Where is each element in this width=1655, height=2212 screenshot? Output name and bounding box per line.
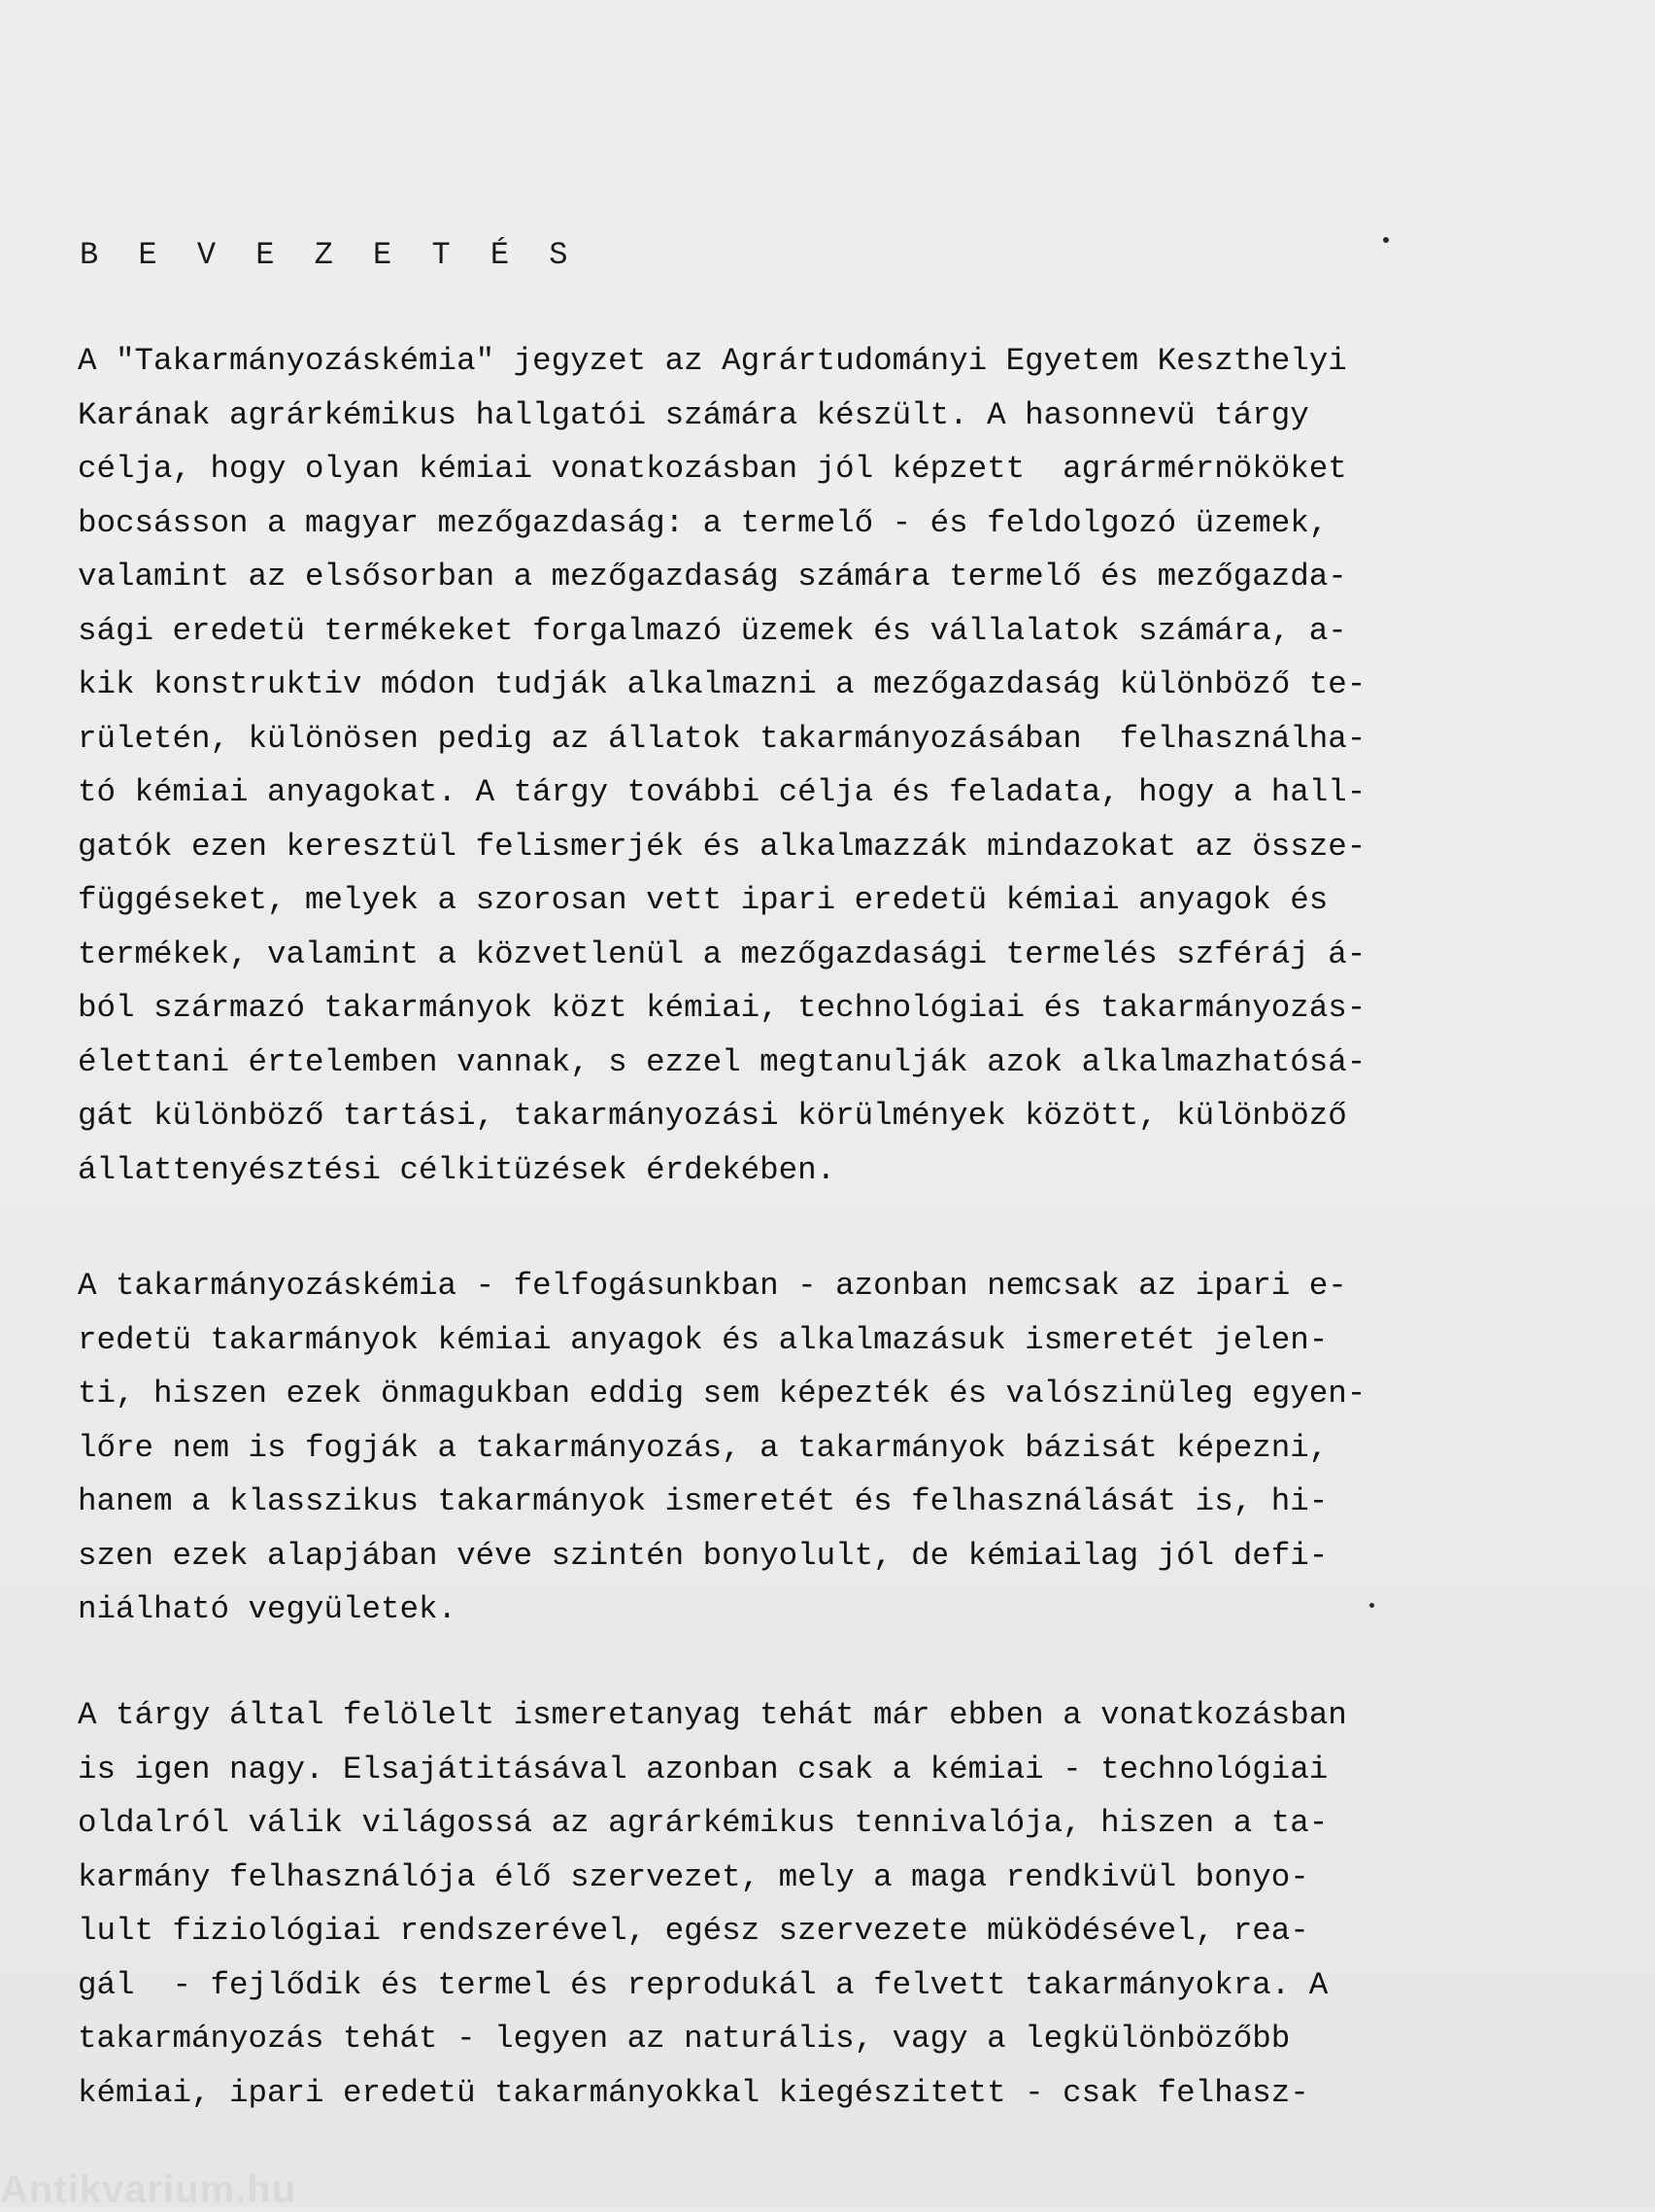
text-line: A tárgy által felölelt ismeretanyag tehát már ebben a vonatkozásban xyxy=(78,1697,1347,1733)
text-line: állattenyésztési célkitüzések érdekében. xyxy=(78,1151,836,1188)
text-line: ti, hiszen ezek önmagukban eddig sem képezték és valószinüleg egyen- xyxy=(78,1376,1367,1412)
text-line: élettani értelemben vannak, s ezzel megtanulják azok alkalmazhatósá- xyxy=(78,1043,1367,1080)
text-line: gál - fejlődik és termel és reprodukál a felvett takarmányokra. A xyxy=(78,1966,1329,2003)
text-line: karmány felhasználója élő szervezet, mely a maga rendkivül bonyo- xyxy=(78,1858,1309,1895)
text-line: célja, hogy olyan kémiai vonatkozásban jól képzett agrármérnököket xyxy=(78,451,1347,487)
section-heading: B E V E Z E T É S xyxy=(80,237,579,273)
text-line: gát különböző tartási, takarmányozási körülmények között, különböző xyxy=(78,1098,1347,1134)
text-line: A "Takarmányozáskémia" jegyzet az Agrártudományi Egyetem Keszthelyi xyxy=(78,343,1347,379)
text-line: kémiai, ipari eredetü takarmányokkal kiegészitett - csak felhasz- xyxy=(78,2074,1309,2111)
text-line: hanem a klasszikus takarmányok ismeretét és felhasználását is, hi- xyxy=(78,1483,1329,1519)
text-line: oldalról válik világossá az agrárkémikus tennivalója, hiszen a ta- xyxy=(78,1805,1329,1841)
text-line: A takarmányozáskémia - felfogásunkban - azonban nemcsak az ipari e- xyxy=(78,1268,1347,1304)
paragraph-2 xyxy=(78,1259,1573,1637)
text-line: lőre nem is fogják a takarmányozás, a takarmányok bázisát képezni, xyxy=(78,1429,1329,1466)
text-line: sági eredetü termékeket forgalmazó üzemek és vállalatok számára, a- xyxy=(78,612,1347,649)
ink-speck xyxy=(1369,1603,1374,1608)
text-line: is igen nagy. Elsajátitásával azonban csak a kémiai - technológiai xyxy=(78,1751,1329,1787)
text-line: niálható vegyületek. xyxy=(78,1591,457,1627)
paragraph-3 xyxy=(78,1688,1573,2120)
text-line: kik konstruktiv módon tudják alkalmazni a mezőgazdaság különböző te- xyxy=(78,666,1367,702)
text-line: lult fiziológiai rendszerével, egész szervezete müködésével, rea- xyxy=(78,1913,1309,1949)
paragraph-1 xyxy=(78,334,1573,1197)
text-line: valamint az elsősorban a mezőgazdaság számára termelő és mezőgazda- xyxy=(78,559,1347,595)
text-line: ból származó takarmányok közt kémiai, technológiai és takarmányozás- xyxy=(78,990,1367,1026)
text-line: szen ezek alapjában véve szintén bonyolult, de kémiailag jól defi- xyxy=(78,1537,1329,1574)
text-line: redetü takarmányok kémiai anyagok és alkalmazásuk ismeretét jelen- xyxy=(78,1321,1329,1358)
text-line: rületén, különösen pedig az állatok takarmányozásában felhasználha- xyxy=(78,720,1367,757)
text-line: bocsásson a magyar mezőgazdaság: a termelő - és feldolgozó üzemek, xyxy=(78,504,1329,541)
ink-speck xyxy=(1383,237,1389,243)
text-line: gatók ezen keresztül felismerjék és alkalmazzák mindazokat az össze- xyxy=(78,828,1367,865)
text-line: termékek, valamint a közvetlenül a mezőgazdasági termelés szféráj á- xyxy=(78,936,1367,972)
text-line: függéseket, melyek a szorosan vett ipari eredetü kémiai anyagok és xyxy=(78,882,1329,918)
text-line: tó kémiai anyagokat. A tárgy további célja és feladata, hogy a hall- xyxy=(78,774,1367,810)
show-through-text xyxy=(971,0,1655,155)
text-line: takarmányozás tehát - legyen az naturális, vagy a legkülönbözőbb xyxy=(78,2021,1291,2057)
watermark: Antikvarium.hu xyxy=(0,2168,297,2211)
text-line: Karának agrárkémikus hallgatói számára készült. A hasonnevü tárgy xyxy=(78,396,1309,433)
